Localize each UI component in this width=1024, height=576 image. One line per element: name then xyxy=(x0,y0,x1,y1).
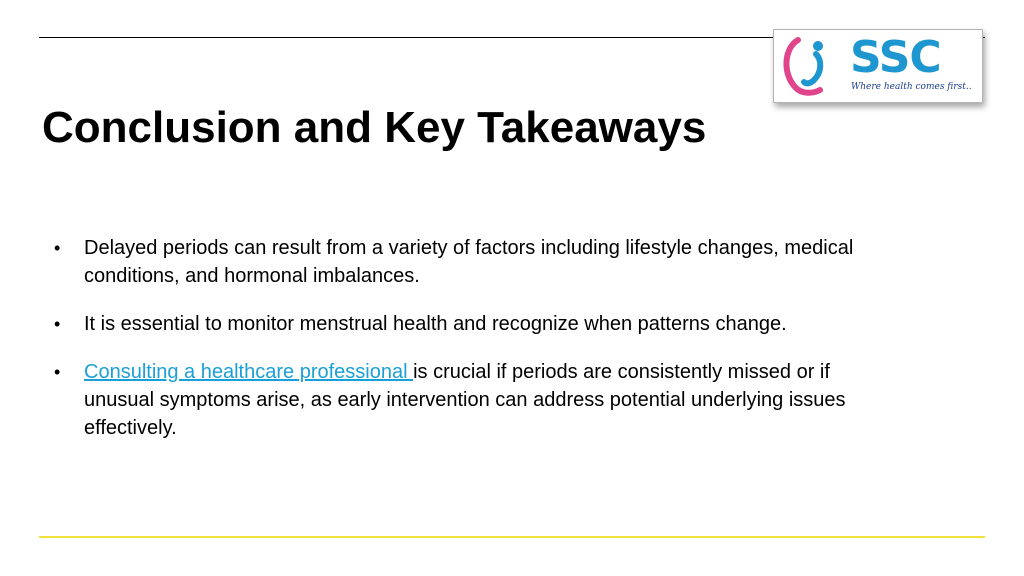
bullet-list xyxy=(52,234,892,462)
bullet-item xyxy=(52,310,892,338)
bullet-marker: • xyxy=(54,314,61,334)
logo-wordmark: SSC xyxy=(850,32,941,83)
bullet-item xyxy=(52,358,892,442)
ssc-logo xyxy=(773,29,983,103)
slide-title: Conclusion and Key Takeaways xyxy=(42,103,707,152)
ssc-logo-icon xyxy=(778,34,848,98)
healthcare-professional-link[interactable]: Consulting a healthcare professional xyxy=(84,361,414,383)
logo-tagline: Where health comes first.. xyxy=(851,82,972,92)
bullet-marker: • xyxy=(54,238,61,258)
bullet-item xyxy=(52,234,892,290)
bullet-text: It is essential to monitor menstrual health and recognize when patterns change. xyxy=(84,313,787,335)
bullet-text: is crucial if periods are consistently missed or if unusual symptoms arise, as early intervention can address potential underlying issues effectively. xyxy=(84,361,846,439)
bullet-text: Delayed periods can result from a variety of factors including lifestyle changes, medical conditions, and hormonal imbalances. xyxy=(84,237,854,287)
bullet-marker: • xyxy=(54,362,61,382)
bottom-divider xyxy=(39,536,985,538)
